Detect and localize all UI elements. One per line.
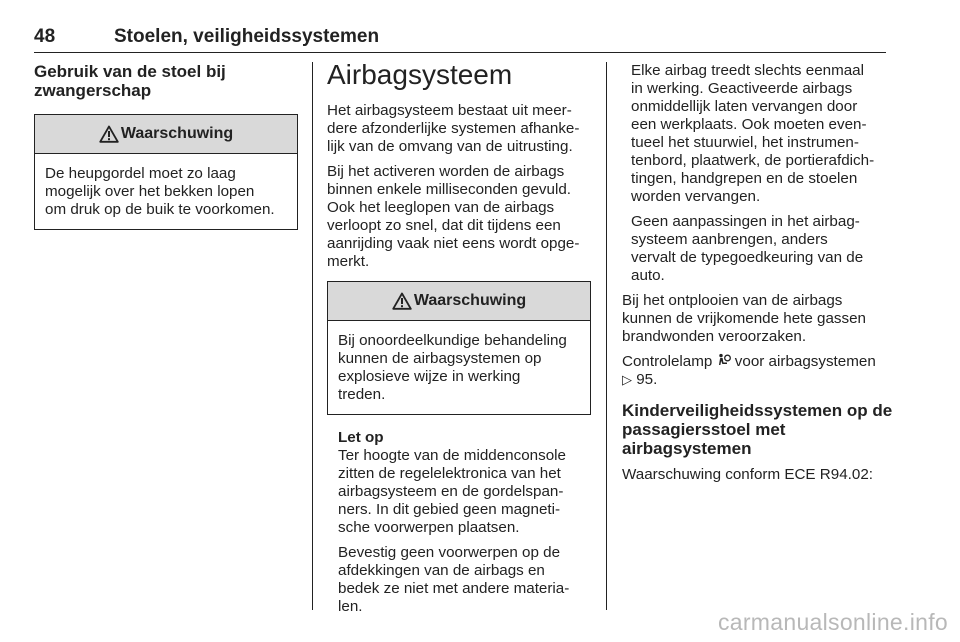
page-header bbox=[34, 26, 886, 53]
warning-title: Waarschuwing bbox=[120, 125, 234, 142]
section-title-airbagsysteem: Airbagsysteem bbox=[327, 59, 513, 90]
note-text: Ter hoogte van de middenconsole zitten de regelelektronica van het airbagsysteem en de gordelspan- ners. In dit gebied geen magneti- sche voorwerpen plaatsen. bbox=[338, 447, 566, 536]
warning-header bbox=[35, 115, 297, 154]
paragraph: Elke airbag treedt slechts eenmaal in werking. Geactiveerde airbags onmiddellijk laten vervangen door een werkplaats. Ook moeten even- tueel het stuurwiel, het instrumen- tenbord, plaatwerk, de portierafdich- tingen, handgrepen en de stoelen worden vervangen. bbox=[631, 62, 875, 205]
column-divider bbox=[312, 62, 313, 610]
watermark: carmanualsonline.info bbox=[717, 609, 948, 635]
paragraph: Bij het ontplooien van de airbags kunnen de vrijkomende hete gassen brandwonden veroorzaken. bbox=[622, 292, 867, 345]
warning-box bbox=[327, 281, 591, 415]
warning-triangle-icon bbox=[392, 292, 412, 310]
paragraph: Bij het activeren worden de airbags binnen enkele milliseconden gevuld. Ook het leeglopen van de airbags verloopt zo snel, dat dit tijdens een aanrijding vaak niet eens wordt opge- merkt. bbox=[327, 163, 580, 270]
page-number: 48 bbox=[34, 26, 56, 47]
note-block bbox=[327, 429, 591, 616]
warning-triangle-icon bbox=[99, 125, 119, 143]
warning-header bbox=[328, 282, 590, 321]
warning-title: Waarschuwing bbox=[413, 292, 527, 309]
column-divider bbox=[606, 62, 607, 610]
column-2 bbox=[327, 60, 591, 623]
paragraph: Waarschuwing conform ECE R94.02: bbox=[622, 466, 873, 483]
warning-box bbox=[34, 114, 298, 230]
section-heading-pregnancy: Gebruik van de stoel bij zwangerschap bbox=[34, 62, 226, 100]
paragraph: Bevestig geen voorwerpen op de afdekkingen van de airbags en bedek ze niet met andere materia- len. bbox=[338, 544, 570, 615]
airbag-warning-icon bbox=[717, 353, 731, 368]
paragraph: Het airbagsysteem bestaat uit meer- dere afzonderlijke systemen afhanke- lijk van de omvang van de uitrusting. bbox=[327, 102, 580, 155]
paragraph-control-lamp: Controlelamp voor airbagsystemen ▷ 95. bbox=[622, 353, 876, 388]
column-1 bbox=[34, 62, 298, 230]
paragraph: Geen aanpassingen in het airbag- systeem aanbrengen, anders vervalt de typegoedkeuring van de auto. bbox=[631, 213, 864, 284]
section-heading-child-restraints: Kinderveiligheidssystemen op de passagiersstoel met airbagsystemen bbox=[622, 401, 893, 458]
warning-text: De heupgordel moet zo laag mogelijk over het bekken lopen om druk op de buik te voorkomen. bbox=[45, 165, 275, 218]
warning-text: Bij onoordeelkundige behandeling kunnen de airbagsystemen op explosieve wijze in werking treden. bbox=[338, 332, 567, 403]
chapter-title: Stoelen, veiligheidssystemen bbox=[114, 26, 380, 47]
column-3 bbox=[622, 62, 893, 491]
note-title: Let op bbox=[338, 429, 384, 446]
cross-reference-arrow-icon: ▷ bbox=[622, 372, 632, 387]
page-reference[interactable]: 95. bbox=[636, 371, 658, 388]
